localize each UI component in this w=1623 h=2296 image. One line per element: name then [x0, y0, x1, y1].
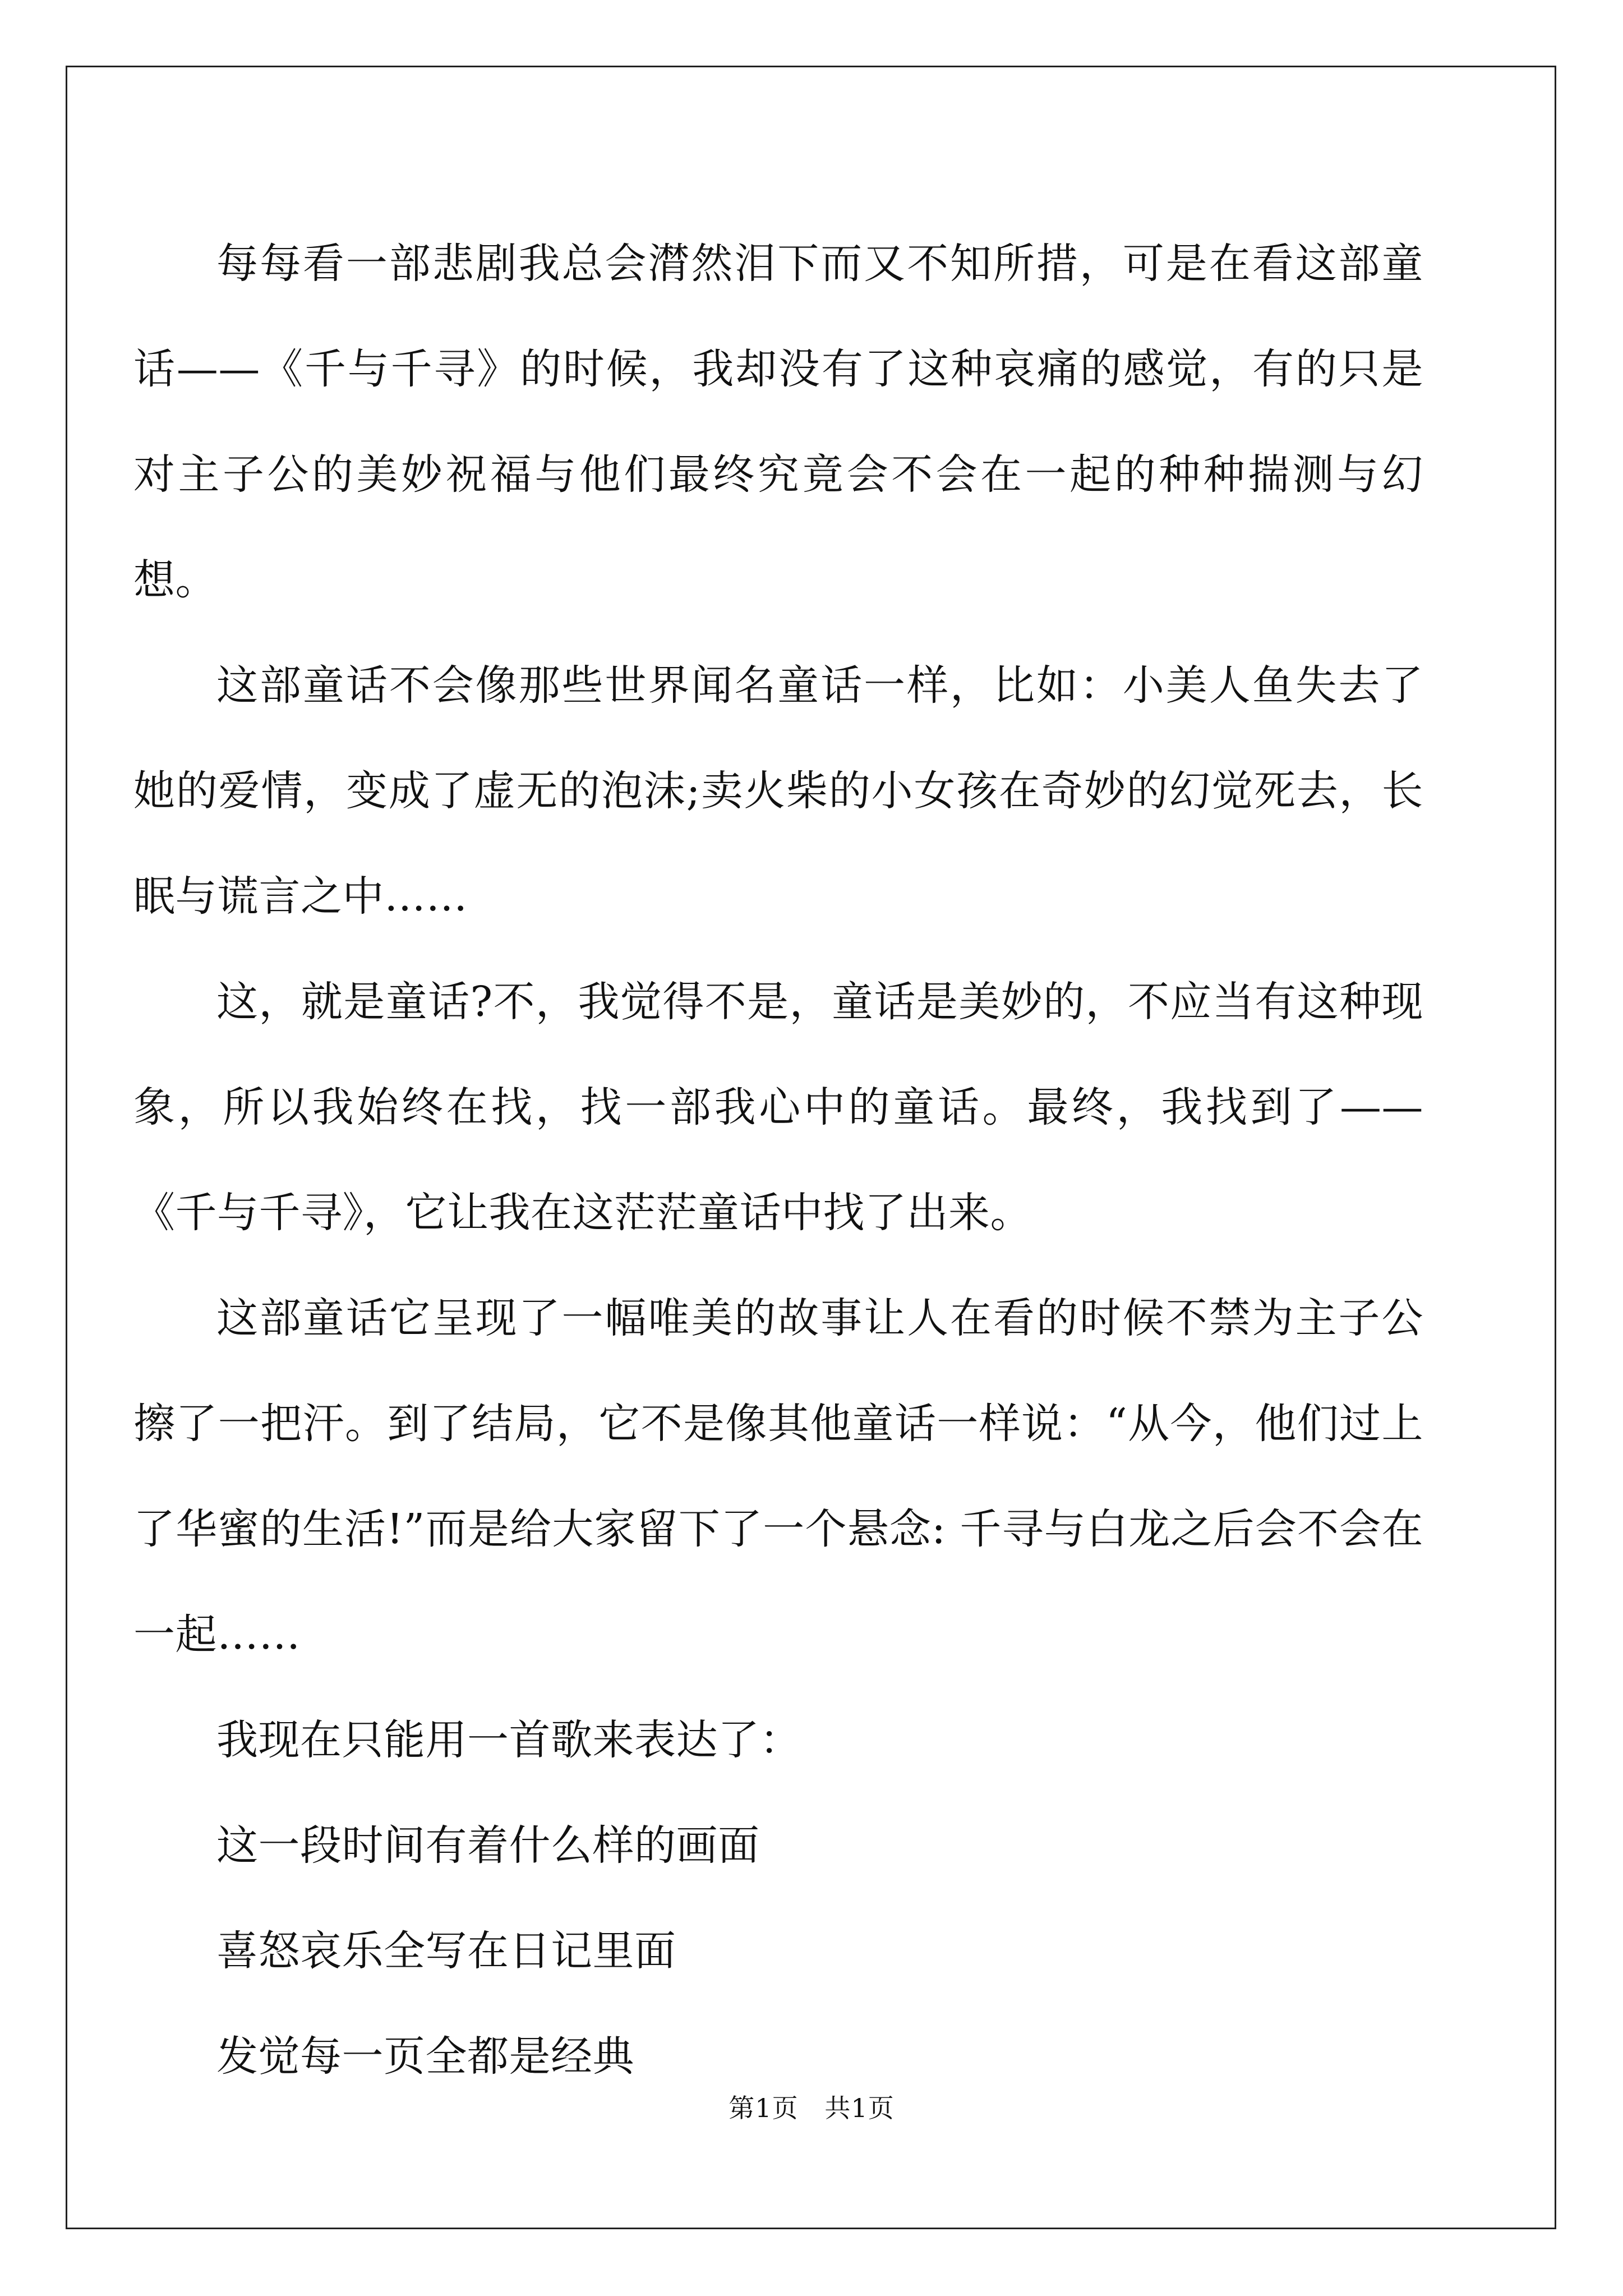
paragraph-4: 这部童话它呈现了一幅唯美的故事让人在看的时候不禁为主子公擦了一把汗。到了结局，它不是像其他童话一样说：“从今，他们过上了华蜜的生活!”而是给大家留下了一个悬念: 千寻与白龙之后会不会在一起……: [133, 1294, 1423, 1659]
paragraph-1: 每每看一部悲剧我总会潸然泪下而又不知所措，可是在看这部童话——《千与千寻》的时候，我却没有了这种哀痛的感觉，有的只是对主子公的美妙祝福与他们最终究竟会不会在一起的种种揣测与幻想。: [133, 240, 1423, 604]
paragraph-2: 这部童话不会像那些世界闻名童话一样，比如：小美人鱼失去了她的爱情，变成了虚无的泡沫;卖火柴的小女孩在奇妙的幻觉死去，长眠与谎言之中……: [133, 661, 1423, 921]
paragraph-5: 我现在只能用一首歌来表达了：: [216, 1716, 801, 1764]
page-number-footer: 第1页 共1页: [728, 2093, 895, 2123]
paragraph-3: 这，就是童话?不，我觉得不是，童话是美妙的，不应当有这种现象，所以我始终在找，找一部我心中的童话。最终，我找到了——《千与千寻》，它让我在这茫茫童话中找了出来。: [133, 978, 1423, 1237]
lyric-line-3: 发觉每一页全都是经典: [216, 2032, 634, 2081]
document-body: [133, 211, 1423, 2109]
lyric-line-1: 这一段时间有着什么样的画面: [216, 1821, 760, 1870]
lyric-line-2: 喜怒哀乐全写在日记里面: [216, 1927, 676, 1975]
